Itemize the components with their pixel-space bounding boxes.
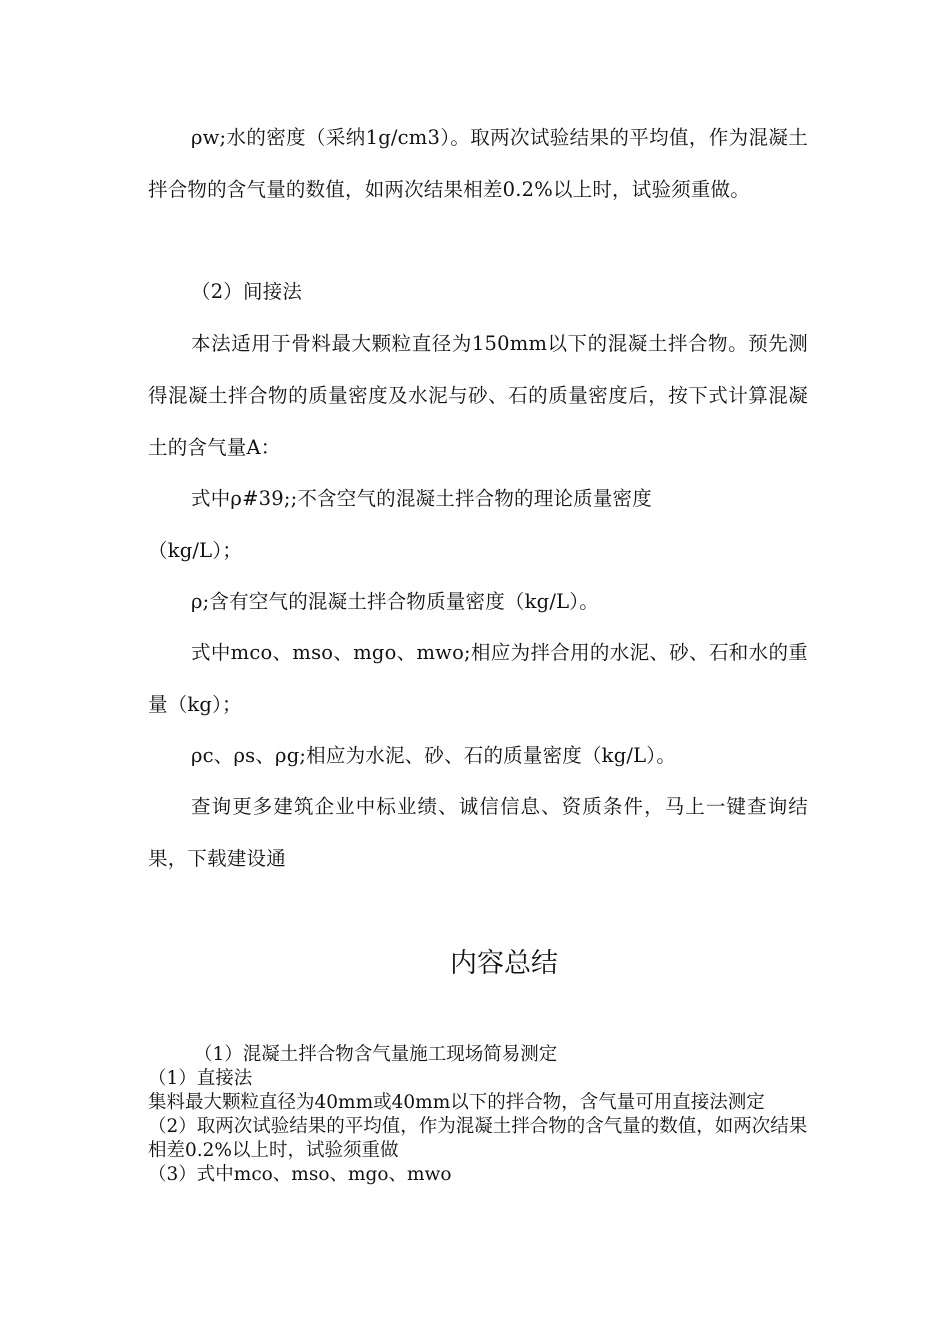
heading-indirect-method: （2）间接法 — [191, 280, 303, 303]
paragraph-formula-rho-theoretical: 式中ρ#39;;不含空气的混凝土拌合物的理论质量密度 — [191, 487, 652, 510]
paragraph-rho-with-air: ρ;含有空气的混凝土拌合物质量密度（kg/L）。 — [191, 590, 599, 613]
summary-line: （2）取两次试验结果的平均值，作为混凝土拌合物的含气量的数值，如两次结果相差0.2%以上时，试验须重做 — [148, 1116, 808, 1161]
paragraph-mass-definitions: 式中mco、mso、mgo、mwo;相应为拌合用的水泥、砂、石和水的重量（kg）； — [148, 641, 808, 716]
paragraph-indirect-method: 本法适用于骨料最大颗粒直径为150mm以下的混凝土拌合物。预先测得混凝土拌合物的质量密度及水泥与砂、石的质量密度后，按下式计算混凝土的含气量A： — [148, 332, 808, 459]
paragraph-unit-kgl: （kg/L）； — [148, 539, 242, 562]
paragraph-water-density: ρw;水的密度（采纳1g/cm3）。取两次试验结果的平均值，作为混凝土拌合物的含气量的数值，如两次结果相差0.2%以上时，试验须重做。 — [148, 126, 808, 201]
summary-block — [148, 1043, 808, 1187]
summary-title: 内容总结 — [450, 948, 558, 979]
paragraph-density-definitions: ρc、ρs、ρg;相应为水泥、砂、石的质量密度（kg/L）。 — [191, 744, 676, 767]
summary-line: （3）式中mco、mso、mgo、mwo — [148, 1164, 452, 1185]
paragraph-promo-link: 查询更多建筑企业中标业绩、诚信信息、资质条件，马上一键查询结果，下载建设通 — [148, 795, 808, 870]
summary-line: （1）混凝土拌合物含气量施工现场简易测定 — [194, 1044, 558, 1065]
summary-line: 集料最大颗粒直径为40mm或40mm以下的拌合物，含气量可用直接法测定 — [148, 1092, 765, 1113]
summary-line: （1）直接法 — [148, 1068, 253, 1089]
